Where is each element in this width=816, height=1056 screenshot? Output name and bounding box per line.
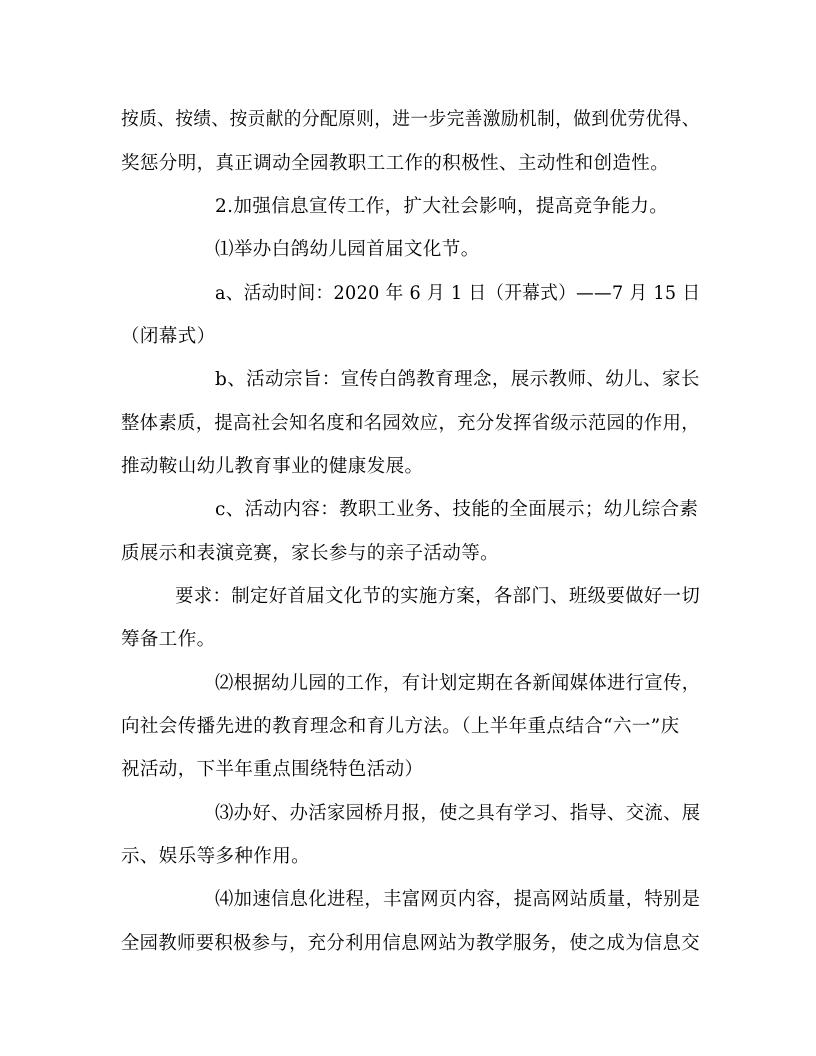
text-line: 要求：制定好首届文化节的实施方案，各部门、班级要做好一切 bbox=[175, 586, 701, 607]
text-line: a、活动时间：2020 年 6 月 1 日（开幕式）——7 月 15 日 bbox=[215, 283, 701, 304]
text-line: ⑵根据幼儿园的工作，有计划定期在各新闻媒体进行宣传， bbox=[215, 673, 701, 694]
text-line: b、活动宗旨：宣传白鸽教育理念，展示教师、幼儿、家长 bbox=[215, 369, 700, 390]
text-line: 按质、按绩、按贡献的分配原则，进一步完善激励机制，做到优劳优得、 bbox=[121, 109, 700, 130]
text-line: ⑷加速信息化进程，丰富网页内容，提高网站质量，特别是 bbox=[215, 889, 701, 910]
text-line: 整体素质，提高社会知名度和名园效应，充分发挥省级示范园的作用， bbox=[121, 413, 700, 434]
text-line: 祝活动，下半年重点围绕特色活动） bbox=[121, 759, 424, 780]
text-line: 全园教师要积极参与，充分利用信息网站为教学服务，使之成为信息交 bbox=[121, 933, 700, 954]
section-heading: 2.加强信息宣传工作，扩大社会影响，提高竞争能力。 bbox=[215, 196, 669, 217]
text-line: 筹备工作。 bbox=[121, 629, 216, 650]
text-line: 质展示和表演竞赛，家长参与的亲子活动等。 bbox=[121, 543, 500, 564]
text-line: ⑴举办白鸽幼儿园首届文化节。 bbox=[215, 239, 480, 260]
text-line: ⑶办好、办活家园桥月报，使之具有学习、指导、交流、展 bbox=[215, 803, 701, 824]
text-line: 推动鞍山幼儿教育事业的健康发展。 bbox=[121, 456, 424, 477]
text-line: （闭幕式） bbox=[121, 326, 216, 347]
text-line: 向社会传播先进的教育理念和育儿方法。（上半年重点结合“六一”庆 bbox=[121, 716, 680, 737]
text-line: 奖惩分明，真正调动全园教职工工作的积极性、主动性和创造性。 bbox=[121, 153, 670, 174]
text-line: 示、娱乐等多种作用。 bbox=[121, 846, 311, 867]
text-line: c、活动内容：教职工业务、技能的全面展示；幼儿综合素 bbox=[215, 499, 699, 520]
